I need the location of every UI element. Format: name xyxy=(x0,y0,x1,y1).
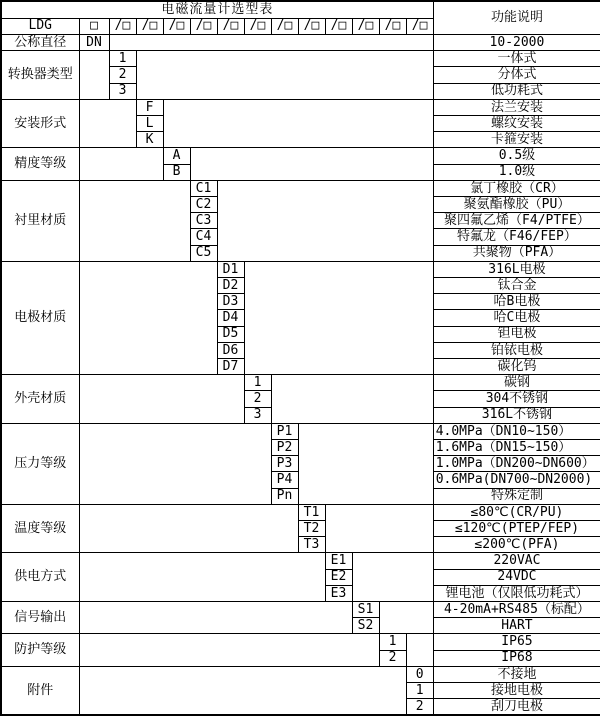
model-code-slot: /□ xyxy=(352,18,379,34)
option-code: 0 xyxy=(406,666,433,682)
option-code: B xyxy=(163,164,190,180)
spacer-cell xyxy=(79,504,298,553)
spacer-cell xyxy=(190,148,433,180)
spacer-cell xyxy=(163,99,433,148)
sheet-title: 电磁流量计选型表 xyxy=(1,1,433,18)
option-code: C5 xyxy=(190,245,217,261)
option-function: 螺纹安装 xyxy=(433,115,600,131)
function-description-header: 功能说明 xyxy=(433,1,600,34)
option-function: 4-20mA+RS485（标配） xyxy=(433,602,600,618)
option-function: 0.6MPa(DN700~DN2000) xyxy=(433,472,600,488)
option-function: 钛合金 xyxy=(433,277,600,293)
option-code: 1 xyxy=(406,683,433,699)
option-function: 24VDC xyxy=(433,569,600,585)
option-code: C2 xyxy=(190,196,217,212)
option-code: D2 xyxy=(217,277,244,293)
option-function: 锂电池（仅限低功耗式） xyxy=(433,585,600,601)
option-code: 2 xyxy=(244,391,271,407)
model-code-slot: /□ xyxy=(244,18,271,34)
spacer-cell xyxy=(109,34,433,50)
option-function: ≤200℃(PFA) xyxy=(433,537,600,553)
option-code: T1 xyxy=(298,504,325,520)
option-function: 220VAC xyxy=(433,553,600,569)
group-label: 防护等级 xyxy=(1,634,79,666)
option-function: 1.6MPa（DN15~150） xyxy=(433,439,600,455)
option-function: 聚氨酯橡胶（PU） xyxy=(433,196,600,212)
spacer-cell xyxy=(79,634,379,666)
option-function: 哈B电极 xyxy=(433,294,600,310)
model-code-slot: /□ xyxy=(379,18,406,34)
option-function: 1.0MPa（DN200~DN600） xyxy=(433,456,600,472)
group-label: 外壳材质 xyxy=(1,375,79,424)
option-code: T3 xyxy=(298,537,325,553)
model-code-slot: /□ xyxy=(217,18,244,34)
option-code: 3 xyxy=(244,407,271,423)
spacer-cell xyxy=(298,423,433,504)
model-code-slot: /□ xyxy=(325,18,352,34)
option-code: P3 xyxy=(271,456,298,472)
option-function: ≤80℃(CR/PU) xyxy=(433,504,600,520)
spacer-cell xyxy=(136,51,433,100)
spacer-cell xyxy=(406,634,433,666)
option-function: 分体式 xyxy=(433,67,600,83)
spacer-cell xyxy=(352,553,433,602)
option-code: DN xyxy=(79,34,109,50)
model-prefix: LDG xyxy=(1,18,79,34)
model-code-box: □ xyxy=(79,18,109,34)
option-function: 4.0MPa（DN10~150） xyxy=(433,423,600,439)
option-code: E3 xyxy=(325,585,352,601)
spacer-cell xyxy=(271,375,433,424)
option-code: P4 xyxy=(271,472,298,488)
option-code: S1 xyxy=(352,602,379,618)
option-code: C3 xyxy=(190,213,217,229)
option-code: 1 xyxy=(244,375,271,391)
option-function: 低功耗式 xyxy=(433,83,600,99)
option-function: 一体式 xyxy=(433,51,600,67)
option-code: 1 xyxy=(109,51,136,67)
option-code: D7 xyxy=(217,358,244,374)
option-function: 接地电极 xyxy=(433,683,600,699)
option-code: D4 xyxy=(217,310,244,326)
option-function: 特殊定制 xyxy=(433,488,600,504)
option-function: 哈C电极 xyxy=(433,310,600,326)
spacer-cell xyxy=(79,602,352,634)
option-function: HART xyxy=(433,618,600,634)
option-function: 不接地 xyxy=(433,666,600,682)
option-function: IP65 xyxy=(433,634,600,650)
option-function: 316L电极 xyxy=(433,261,600,277)
model-code-slot: /□ xyxy=(190,18,217,34)
group-label: 信号输出 xyxy=(1,602,79,634)
option-function: 共聚物（PFA） xyxy=(433,245,600,261)
option-function: 碳钢 xyxy=(433,375,600,391)
option-code: E2 xyxy=(325,569,352,585)
spacer-cell xyxy=(79,51,109,100)
option-code: E1 xyxy=(325,553,352,569)
option-function: 刮刀电极 xyxy=(433,699,600,715)
option-code: C1 xyxy=(190,180,217,196)
option-code: 2 xyxy=(406,699,433,715)
option-code: A xyxy=(163,148,190,164)
option-code: D3 xyxy=(217,294,244,310)
spacer-cell xyxy=(79,423,271,504)
option-function: 法兰安装 xyxy=(433,99,600,115)
group-label-diameter: 公称直径 xyxy=(1,34,79,50)
group-label: 转换器类型 xyxy=(1,51,79,100)
spacer-cell xyxy=(79,180,190,261)
spacer-cell xyxy=(379,602,433,634)
option-function: 卡箍安装 xyxy=(433,132,600,148)
option-function: 10-2000 xyxy=(433,34,600,50)
option-function: 碳化钨 xyxy=(433,358,600,374)
option-code: P2 xyxy=(271,439,298,455)
option-code: F xyxy=(136,99,163,115)
group-label: 附件 xyxy=(1,666,79,715)
model-code-slot: /□ xyxy=(271,18,298,34)
spacer-cell xyxy=(79,666,406,715)
option-code: 2 xyxy=(379,650,406,666)
option-code: T2 xyxy=(298,521,325,537)
option-code: 2 xyxy=(109,67,136,83)
group-label: 压力等级 xyxy=(1,423,79,504)
group-label: 供电方式 xyxy=(1,553,79,602)
model-code-slot: /□ xyxy=(298,18,325,34)
group-label: 安装形式 xyxy=(1,99,79,148)
option-function: IP68 xyxy=(433,650,600,666)
group-label: 电极材质 xyxy=(1,261,79,374)
spacer-cell xyxy=(217,180,433,261)
spacer-cell xyxy=(79,375,244,424)
spacer-cell xyxy=(325,504,433,553)
group-label: 温度等级 xyxy=(1,504,79,553)
spacer-cell xyxy=(79,553,325,602)
option-function: 316L不锈钢 xyxy=(433,407,600,423)
option-function: 0.5级 xyxy=(433,148,600,164)
option-code: 1 xyxy=(379,634,406,650)
option-code: Pn xyxy=(271,488,298,504)
option-function: 钽电极 xyxy=(433,326,600,342)
group-label: 衬里材质 xyxy=(1,180,79,261)
option-code: 3 xyxy=(109,83,136,99)
option-function: 1.0级 xyxy=(433,164,600,180)
model-code-slot: /□ xyxy=(109,18,136,34)
option-code: D5 xyxy=(217,326,244,342)
option-code: L xyxy=(136,115,163,131)
option-code: C4 xyxy=(190,229,217,245)
spacer-cell xyxy=(244,261,433,374)
option-function: 氯丁橡胶（CR） xyxy=(433,180,600,196)
model-code-slot: /□ xyxy=(406,18,433,34)
option-function: 聚四氟乙烯（F4/PTFE） xyxy=(433,213,600,229)
option-code: K xyxy=(136,132,163,148)
spacer-cell xyxy=(79,99,136,148)
spacer-cell xyxy=(79,148,163,180)
option-function: 304不锈钢 xyxy=(433,391,600,407)
spacer-cell xyxy=(79,261,217,374)
model-code-slot: /□ xyxy=(163,18,190,34)
option-function: 铂铱电极 xyxy=(433,342,600,358)
option-code: P1 xyxy=(271,423,298,439)
option-code: D1 xyxy=(217,261,244,277)
option-function: 特氟龙（F46/FEP） xyxy=(433,229,600,245)
option-code: D6 xyxy=(217,342,244,358)
group-label: 精度等级 xyxy=(1,148,79,180)
option-function: ≤120℃(PTEP/FEP) xyxy=(433,521,600,537)
model-code-slot: /□ xyxy=(136,18,163,34)
option-code: S2 xyxy=(352,618,379,634)
